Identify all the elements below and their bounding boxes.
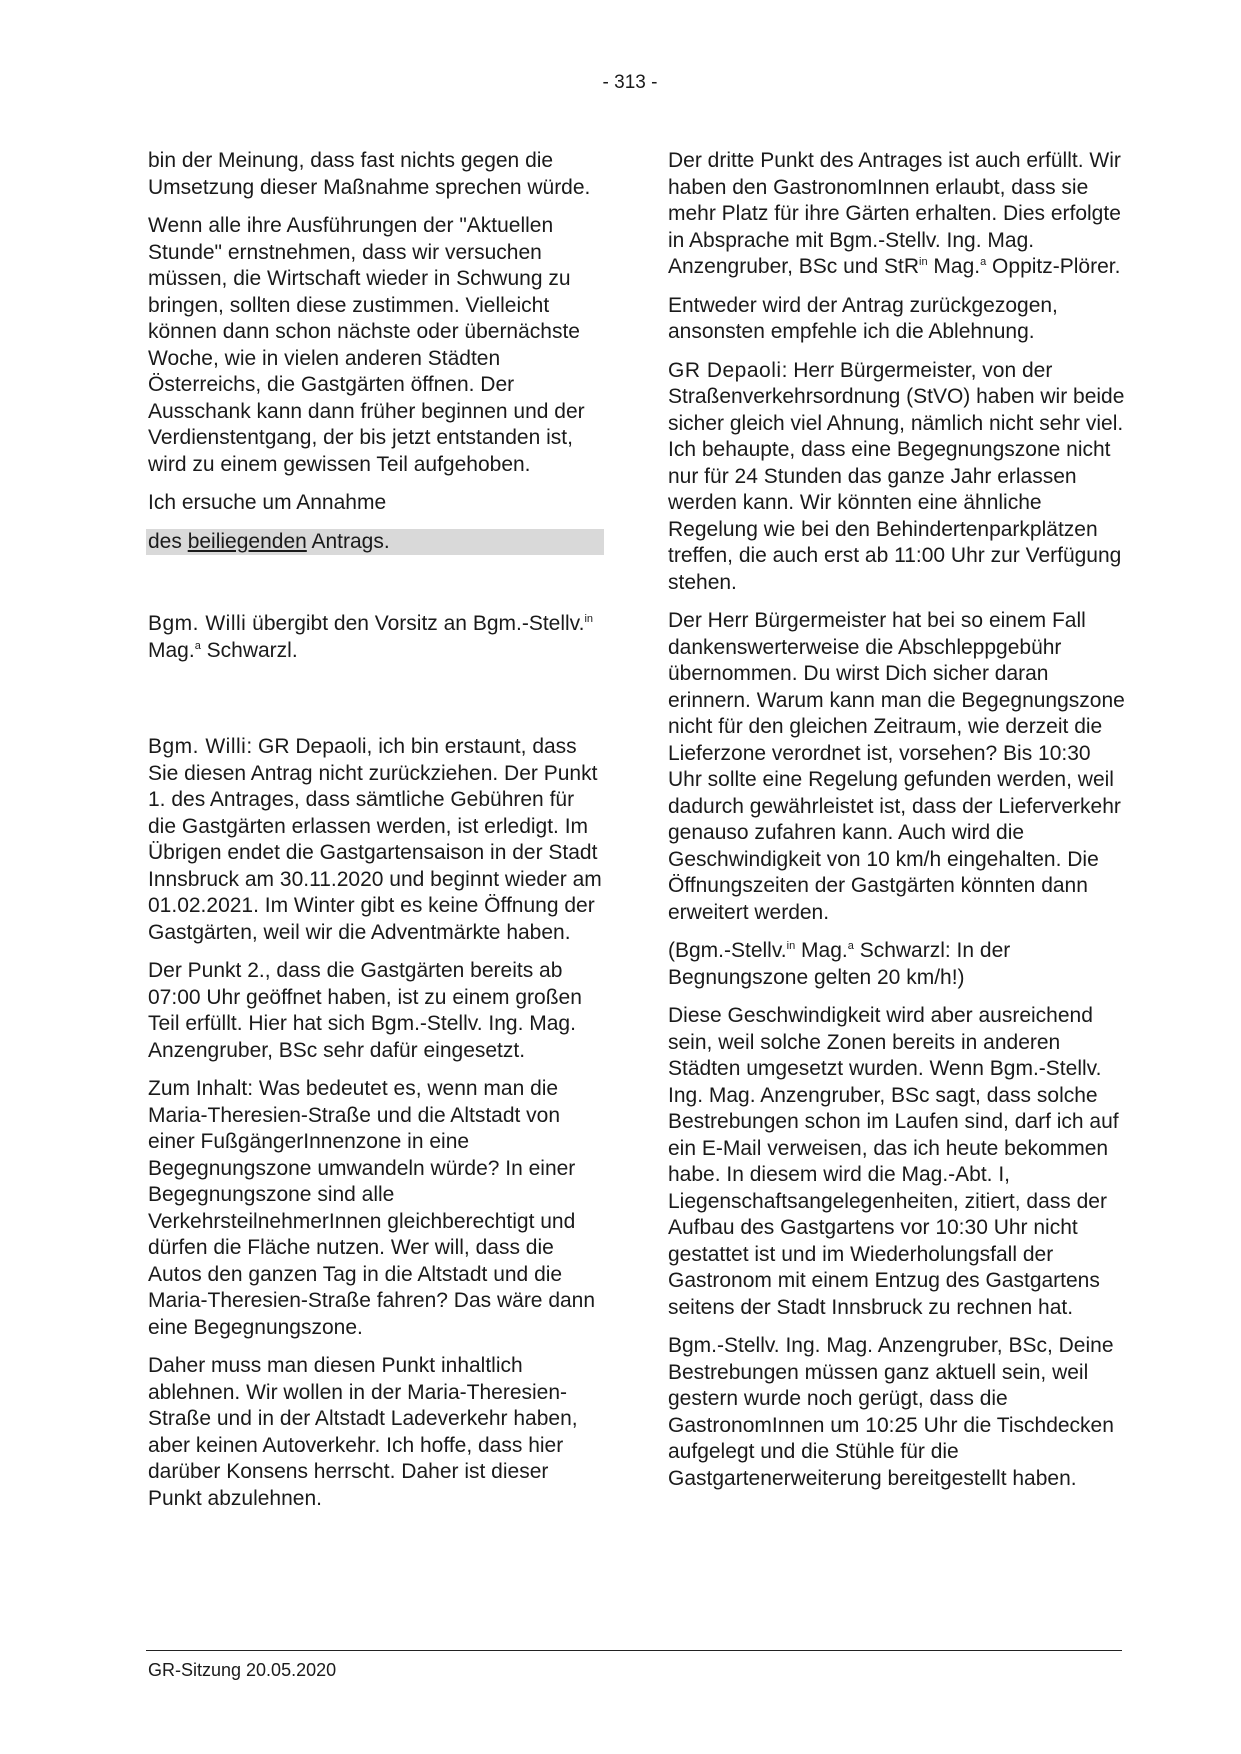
interjection-paragraph <box>668 938 1128 991</box>
highlighted-paragraph <box>146 529 604 556</box>
text-span: Oppitz-Plörer. <box>986 255 1121 278</box>
paragraph: Bgm.-Stellv. Ing. Mag. Anzengruber, BSc, Deine Bestrebungen müssen ganz aktuell sein, weil gestern wurde noch gerügt, dass die GastronomInnen um 10:25 Uhr die Tischdecken aufgelegt und die Stühle für die Gastgartenerweiterung bereitgestellt haben. <box>668 1334 1114 1490</box>
text-span: Mag. <box>927 255 981 278</box>
paragraph <box>668 148 1128 281</box>
right-column <box>668 148 1128 1504</box>
speech-paragraph <box>148 734 604 946</box>
text-span: Mag. <box>795 939 848 962</box>
left-column <box>148 148 604 1524</box>
superscript: in <box>584 613 594 625</box>
text-span: Antrags. <box>306 529 390 553</box>
page-number: - 313 - <box>602 72 658 93</box>
speaker-name: GR Depaoli <box>668 358 782 382</box>
text-span: Mag. <box>148 638 195 662</box>
paragraph: Zum Inhalt: Was bedeutet es, wenn man die Maria-Theresien-Straße und die Altstadt von einer FußgängerInnenzone in eine Begegnungszone umwandeln würde? In einer Begegnungszone sind alle VerkehrsteilnehmerInnen gleichberechtigt und dürfen die Fläche nutzen. Wer will, dass die Autos den ganzen Tag in die Altstadt und die Maria-Theresien-Straße fahren? Das wäre dann eine Begegnungszone. <box>148 1077 596 1339</box>
text-span: Der dritte Punkt des Antrages ist auch erfüllt. Wir haben den GastronomInnen erlaubt, dass sie mehr Platz für ihre Gärten erhalten. Dies erfolgte in Absprache mit Bgm.-Stellv. Ing. Mag. Anzengruber, BSc und StR <box>668 149 1121 278</box>
paragraph: Daher muss man diesen Punkt inhaltlich ablehnen. Wir wollen in der Maria-Theresien-Straße und in der Altstadt Ladeverkehr haben, aber keinen Autoverkehr. Ich hoffe, dass hier darüber Konsens herrscht. Daher ist dieser Punkt abzulehnen. <box>148 1354 578 1510</box>
text-span: (Bgm.-Stellv. <box>668 939 787 962</box>
paragraph: bin der Meinung, dass fast nichts gegen die Umsetzung dieser Maßnahme sprechen würde. <box>148 149 591 199</box>
speaker-name: Bgm. Willi <box>148 735 247 758</box>
text-span: übergibt den Vorsitz an Bgm.-Stellv. <box>246 612 585 635</box>
text-span: des <box>148 529 188 553</box>
superscript: in <box>786 940 796 952</box>
text-span: : GR Depaoli, ich bin erstaunt, dass Sie diesen Antrag nicht zurückziehen. Der Punkt 1. des Antrages, dass sämtliche Gebühren für die Gastgärten erlassen werden, ist erledigt. Im Übrigen endet die Gastgartensaison in der Stadt Innsbruck am 30.11.2020 und beginnt wieder am 01.02.2021. Im Winter gibt es keine Öffnung der Gastgärten, weil wir die Adventmärkte haben. <box>148 735 602 944</box>
paragraph: Der Herr Bürgermeister hat bei so einem Fall dankenswerterweise die Abschleppgebühr übernommen. Du wirst Dich sicher daran erinnern. Warum kann man die Begegnungszone nicht für den gleichen Zeitraum, wie derzeit die Lieferzone verordnet ist, vorsehen? Bis 10:30 Uhr sollte eine Regelung gefunden werden, weil dadurch gewährleistet ist, dass der Lieferverkehr genauso zufahren kann. Auch wird die Geschwindigkeit von 10 km/h eingehalten. Die Öffnungszeiten der Gastgärten könnten dann erweitert werden. <box>668 609 1125 924</box>
text-span: : Herr Bürgermeister, von der Straßenverkehrsordnung (StVO) haben wir beide sicher gleich viel Ahnung, nämlich nicht sehr viel. Ich behaupte, dass eine Begegnungszone nicht nur für 24 Stunden das ganze Jahr erlassen werden kann. Wir könnten eine ähnliche Regelung wie bei den Behindertenparkplätzen treffen, die auch erst ab 11:00 Uhr zur Verfügung stehen. <box>668 358 1125 594</box>
speech-paragraph <box>668 358 1128 597</box>
superscript: in <box>919 256 928 268</box>
superscript: a <box>847 940 854 952</box>
footer-divider <box>146 1650 1122 1651</box>
paragraph: Der Punkt 2., dass die Gastgärten bereits ab 07:00 Uhr geöffnet haben, ist zu einem großen Teil erfüllt. Hier hat sich Bgm.-Stellv. Ing. Mag. Anzengruber, BSc sehr dafür eingesetzt. <box>148 959 582 1062</box>
footer-session-label: GR-Sitzung 20.05.2020 <box>148 1660 337 1680</box>
paragraph: Wenn alle ihre Ausführungen der "Aktuellen Stunde" ernstnehmen, dass wir versuchen müssen, die Wirtschaft wieder in Schwung zu bringen, sollten diese zustimmen. Vielleicht können dann schon nächste oder übernächste Woche, wie in vielen anderen Städten Österreichs, die Gastgärten öffnen. Der Ausschank kann dann früher beginnen und der Verdienstentgang, der bis jetzt entstanden ist, wird zu einem gewissen Teil aufgehoben. <box>148 214 585 476</box>
chair-handover-paragraph <box>148 611 604 664</box>
text-span: Schwarzl. <box>200 638 298 662</box>
text-span: Schwarzl: In der Begnungszone gelten 20 km/h!) <box>668 939 1011 989</box>
superscript: a <box>980 256 987 268</box>
underlined-link-text: beiliegenden <box>187 529 307 553</box>
paragraph: Diese Geschwindigkeit wird aber ausreichend sein, weil solche Zonen bereits in anderen Städten umgesetzt wurden. Wenn Bgm.-Stellv. Ing. Mag. Anzengruber, BSc sagt, dass solche Bestrebungen schon im Laufen sind, darf ich auf ein E-Mail verweisen, das ich heute bekommen habe. In diesem wird die Mag.-Abt. I, Liegenschaftsangelegenheiten, zitiert, dass der Aufbau des Gastgartens vor 10:30 Uhr nicht gestattet ist und im Wiederholungsfall der Gastronom mit einem Entzug des Gastgartens seitens der Stadt Innsbruck zu rechnen hat. <box>668 1004 1119 1319</box>
paragraph: Entweder wird der Antrag zurückgezogen, ansonsten empfehle ich die Ablehnung. <box>668 293 1058 343</box>
speaker-name: Bgm. Willi <box>148 612 247 635</box>
superscript: a <box>194 639 201 652</box>
paragraph: Ich ersuche um Annahme <box>148 491 387 514</box>
